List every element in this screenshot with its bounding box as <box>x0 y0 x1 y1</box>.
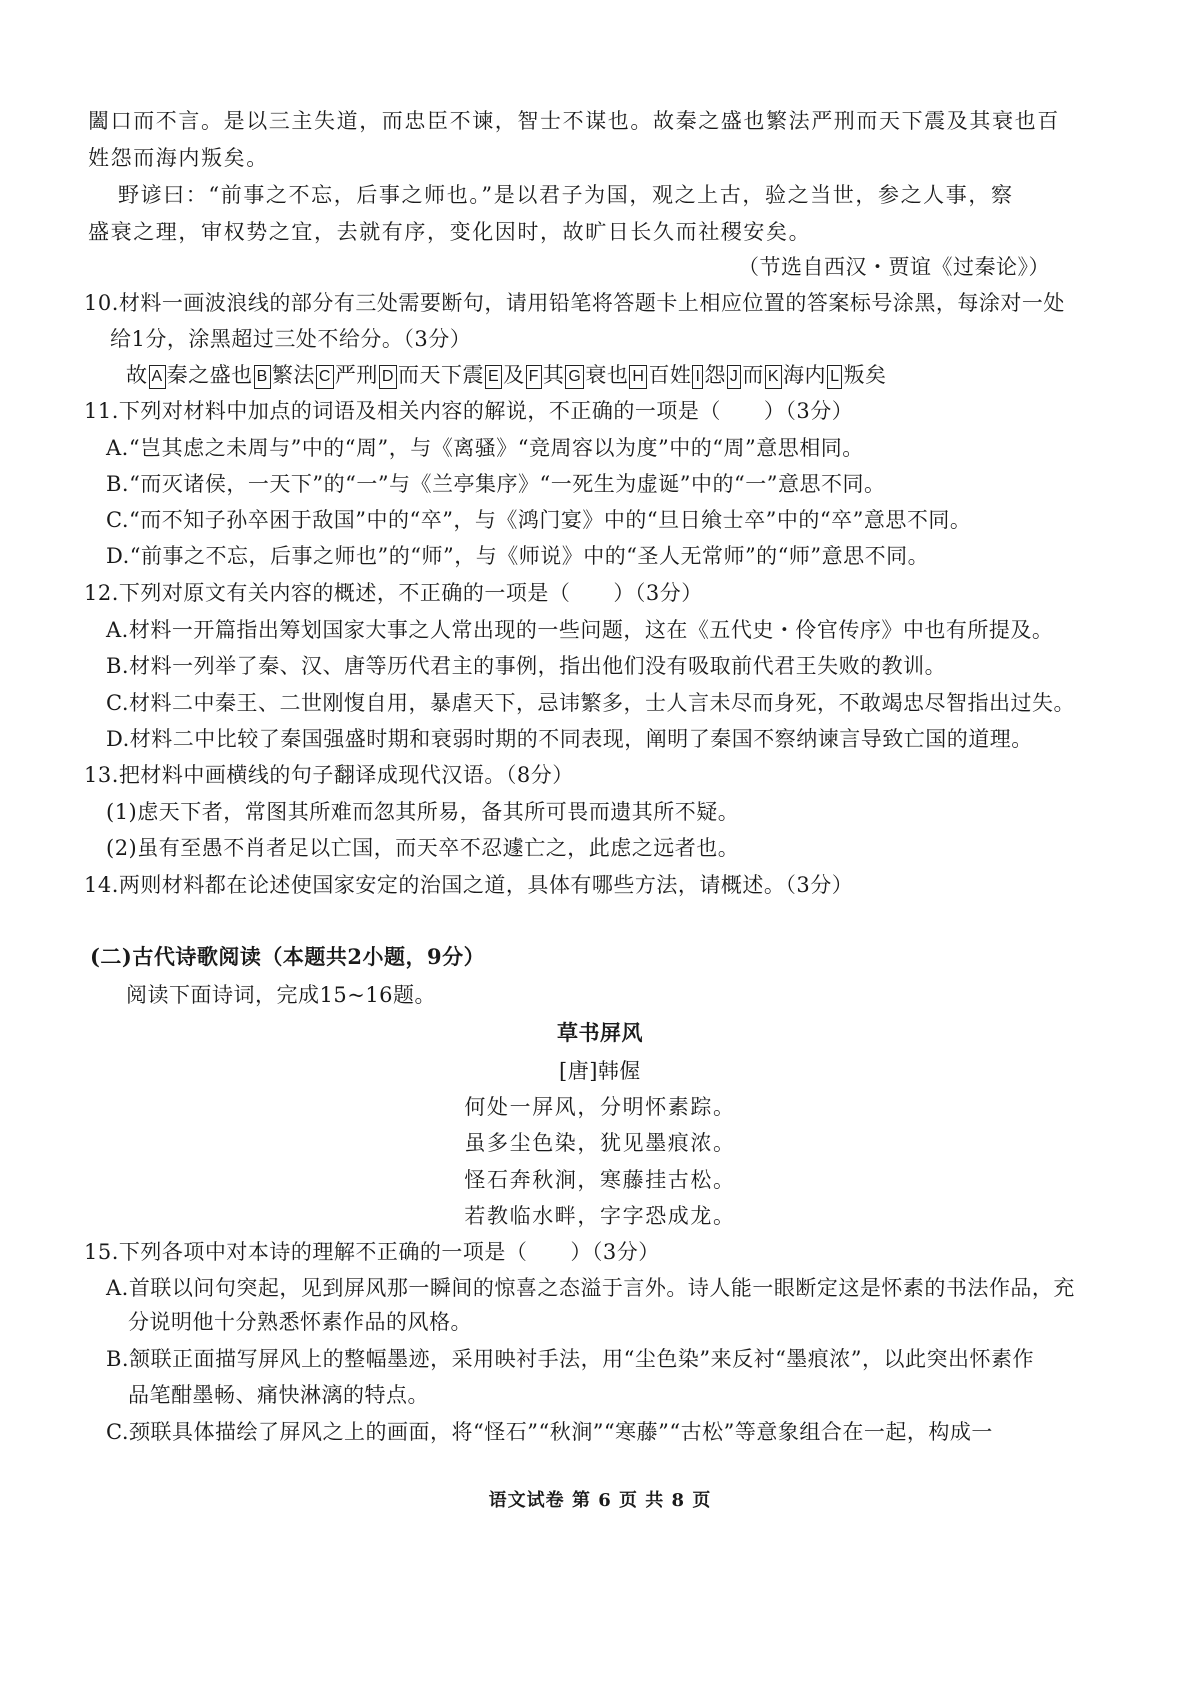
segment-text: 百姓 <box>648 363 692 387</box>
segment-text: 海内 <box>783 363 827 387</box>
segment-text: 故 <box>126 363 148 387</box>
section-intro: 阅读下面诗词，完成15~16题。 <box>126 983 437 1007</box>
segment-text: 繁法 <box>271 363 315 387</box>
segment-text: 怨 <box>704 363 726 387</box>
question-11-option-b[interactable]: B.“而灭诸侯，一天下”的“一”与《兰亭集序》“一死生为虚诞”中的“一”意思不同。 <box>106 472 886 496</box>
option-mark-H[interactable]: H <box>629 365 647 389</box>
question-15-option-a[interactable]: A.首联以问句突起，见到屏风那一瞬间的惊喜之态溢于言外。诗人能一眼断定这是怀素的书法作品，充 <box>106 1276 1075 1300</box>
segment-text: 而天下震 <box>397 363 484 387</box>
option-mark-K[interactable]: K <box>765 365 782 389</box>
question-12-stem: 12.下列对原文有关内容的概述，不正确的一项是（ ）（3分） <box>84 581 703 605</box>
question-12-option-c[interactable]: C.材料二中秦王、二世刚愎自用，暴虐天下，忌讳繁多，士人言未尽而身死，不敢竭忠尽智指出过失。 <box>106 691 1075 715</box>
question-10-stem-cont: 给1分，涂黑超过三处不给分。（3分） <box>110 327 472 351</box>
passage-line: 盛衰之理，审权势之宜，去就有序，变化因时，故旷日长久而社稷安矣。 <box>88 220 812 244</box>
question-15-option-c[interactable]: C.颈联具体描绘了屏风之上的画面，将“怪石”“秋涧”“寒藤”“古松”等意象组合在一起，构成一 <box>106 1420 993 1444</box>
page-footer: 语文试卷 第 6 页 共 8 页 <box>488 1490 712 1511</box>
option-mark-L[interactable]: L <box>827 365 842 389</box>
poem-line: 何处一屏风，分明怀素踪。 <box>464 1095 736 1119</box>
option-mark-E[interactable]: E <box>485 365 502 389</box>
option-mark-F[interactable]: F <box>526 365 542 389</box>
poem-line: 怪石奔秋涧，寒藤挂古松。 <box>464 1168 736 1192</box>
passage-source: （节选自西汉・贾谊《过秦论》） <box>738 255 1050 279</box>
question-12-option-d[interactable]: D.材料二中比较了秦国强盛时期和衰弱时期的不同表现，阐明了秦国不察纳谏言导致亡国的道理。 <box>106 727 1033 751</box>
question-11-stem: 11.下列对材料中加点的词语及相关内容的解说，不正确的一项是（ ）（3分） <box>84 399 854 423</box>
segment-text: 衰也 <box>585 363 629 387</box>
option-mark-A[interactable]: A <box>149 365 166 389</box>
poem-author: [唐]韩偓 <box>559 1059 641 1083</box>
question-15-option-b-cont: 品笔酣墨畅、痛快淋漓的特点。 <box>128 1383 429 1407</box>
question-11-option-a[interactable]: A.“岂其虑之未周与”中的“周”，与《离骚》“竞周容以为度”中的“周”意思相同。 <box>106 436 864 460</box>
option-mark-I[interactable]: I <box>692 365 703 389</box>
poem-title: 草书屏风 <box>557 1020 643 1045</box>
passage-line: 姓怨而海内叛矣。 <box>88 146 269 170</box>
option-mark-G[interactable]: G <box>565 365 584 389</box>
punctuation-options <box>126 361 886 389</box>
question-13-sentence-1: (1)虑天下者，常图其所难而忽其所易，备其所可畏而遗其所不疑。 <box>106 800 740 824</box>
section-heading: (二)古代诗歌阅读（本题共2小题，9分） <box>90 944 486 969</box>
segment-text: 及 <box>503 363 525 387</box>
segment-text: 严刑 <box>334 363 378 387</box>
question-12-option-a[interactable]: A.材料一开篇指出筹划国家大事之人常出现的一些问题，这在《五代史・伶官传序》中也有所提及。 <box>106 618 1054 642</box>
segment-text: 秦之盛也 <box>166 363 253 387</box>
question-15-option-b[interactable]: B.颔联正面描写屏风上的整幅墨迹，采用映衬手法，用“尘色染”来反衬“墨痕浓”，以此突出怀素作 <box>106 1347 1035 1371</box>
passage-line: 闔口而不言。是以三主失道，而忠臣不谏，智士不谋也。故秦之盛也繁法严刑而天下震及其衰也百 <box>88 109 1060 133</box>
segment-text: 而 <box>742 363 764 387</box>
question-10-stem: 10.材料一画波浪线的部分有三处需要断句，请用铅笔将答题卡上相应位置的答案标号涂黑，每涂对一处 <box>84 291 1065 315</box>
question-11-option-d[interactable]: D.“前事之不忘，后事之师也”的“师”，与《师说》中的“圣人无常师”的“师”意思不同。 <box>106 544 930 568</box>
option-mark-B[interactable]: B <box>254 365 271 389</box>
option-mark-J[interactable]: J <box>727 365 742 389</box>
option-mark-C[interactable]: C <box>316 365 334 389</box>
question-15-stem: 15.下列各项中对本诗的理解不正确的一项是（ ）（3分） <box>84 1240 660 1264</box>
question-13-sentence-2: (2)虽有至愚不肖者足以亡国，而天卒不忍遽亡之，此虑之远者也。 <box>106 836 740 860</box>
segment-text: 其 <box>542 363 565 387</box>
poem-line: 若教临水畔，字字恐成龙。 <box>464 1204 736 1228</box>
question-11-option-c[interactable]: C.“而不知子孙卒困于敌国”中的“卒”，与《鸿门宴》中的“旦日飨士卒”中的“卒”意思不同。 <box>106 508 972 532</box>
question-13-stem: 13.把材料中画横线的句子翻译成现代汉语。（8分） <box>84 763 574 787</box>
passage-line: 野谚曰：“前事之不忘，后事之师也。”是以君子为国，观之上古，验之当世，参之人事，察 <box>118 183 1014 207</box>
question-14-stem: 14.两则材料都在论述使国家安定的治国之道，具体有哪些方法，请概述。（3分） <box>84 873 854 897</box>
segment-text: 叛矣 <box>843 363 887 387</box>
option-mark-D[interactable]: D <box>379 365 397 389</box>
question-15-option-a-cont: 分说明他十分熟悉怀素作品的风格。 <box>128 1310 472 1334</box>
question-12-option-b[interactable]: B.材料一列举了秦、汉、唐等历代君主的事例，指出他们没有吸取前代君王失败的教训。 <box>106 654 947 678</box>
poem-line: 虽多尘色染，犹见墨痕浓。 <box>464 1131 736 1155</box>
